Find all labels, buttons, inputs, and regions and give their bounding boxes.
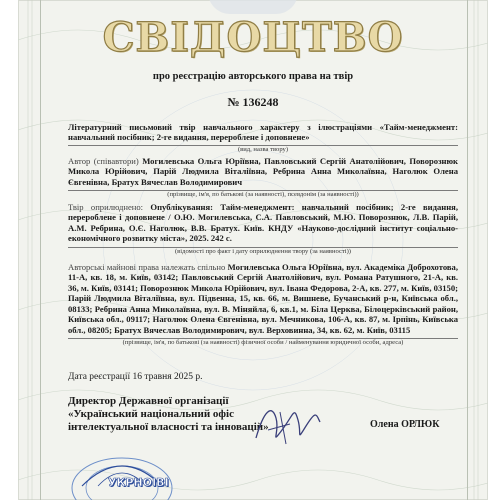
certificate-number: № 136248 — [227, 95, 279, 109]
ukrnoivi-logo-text: УКРНОІВІ — [108, 476, 169, 489]
rights-text: Могилевська Ольга Юріївна, вул. Академіка Доброхотова, 11-А, кв. 18, м. Київ, 03142; Павловський Сергій Анатолійович, вул. Романа Ратушного, 21-А, кв. 36, м. Київ, 03141; Поворознюк Микола Юрійович, вул. Івана Федорова, 2-А, кв. 277, м. Київ, 03150; Парій Людмила Віталіївна, вул. Підвенна, 15, кв. 66, м. Вишневе, Бучанський р-н, Київська обл., 08133; Ребрина Анна Миколаївна, вул. В. Міняйла, 6, кв.1, м. Біла Церква, Білоцерківський район, Київська обл., 09117; Наголюк Олена Євгенівна, вул. Мечникова, 106-А, кв. 87, м. Ірпінь, Київська обл., 08205; Братух Вячеслав Володимирович, вул. Верховинна, 34, кв. 62, м. Київ, 03115 — [68, 262, 459, 335]
publication-label: Твір оприлюднено: — [68, 202, 144, 212]
authors-names: Могилевська Ольга Юріївна, Павловський Сергій Анатолійович, Поворознюк Микола Юрійович, Парій Людмила Віталіївна, Ребрина Анна Миколаївна, Наголюк Олена Євгенівна, Братух Вячеслав Володимирович — [68, 156, 458, 187]
rights-caption: (прізвище, ім'я, по батькові (за наявності) фізичної особи / найменування юридичної особи, адреса) — [122, 339, 404, 346]
rights-label: Авторські майнові права належать спільно — [68, 262, 226, 272]
publication-block — [68, 202, 458, 244]
registration-date: Дата реєстрації 16 травня 2025 р. — [68, 372, 203, 382]
rights-block — [68, 262, 458, 335]
top-emblem — [208, 0, 298, 14]
work-title: Літературний письмовий твір навчального характеру з ілюстраціями «Тайм-менеджмент: навчальний посібник; 2-ге видання, перероблене і доповнене» — [68, 122, 458, 143]
certificate-subtitle: про реєстрацію авторського права на твір — [152, 71, 354, 82]
director-title: Директор Державної організації «Український національний офіс інтелектуальної власності та інновацій» — [68, 395, 269, 433]
signature — [250, 400, 325, 450]
publication-caption: (відомості про факт і дату оприлюднення твору (за наявності)) — [174, 248, 352, 255]
authors-caption: (прізвище, ім'я, по батькові (за наявності), псевдонім (за наявності)) — [167, 191, 359, 198]
work-caption: (вид, назва твору) — [237, 146, 289, 153]
ukrnoivi-logo — [68, 446, 176, 500]
certificate-sheet — [18, 0, 488, 500]
certificate-title: СВІДОЦТВО — [102, 14, 404, 61]
signer-name: Олена ОРЛЮК — [370, 419, 440, 430]
authors-block — [68, 156, 458, 187]
authors-label: Автор (співавтори) — [68, 156, 139, 166]
publication-text: Опублікування: Тайм-менеджмент: навчальний посібник; 2-ге видання, перероблене і доповнене / О.Ю. Могилевська, С.А. Павловський, М.Ю. Поворознюк, Л.В. Парій, А.М. Ребрина, О.Є. Наголюк, В.В. Братух. Київ. КНДУ «Науково-дослідний інститут соціально-економічного розвитку міста», 2025. 242 с. — [68, 202, 458, 244]
